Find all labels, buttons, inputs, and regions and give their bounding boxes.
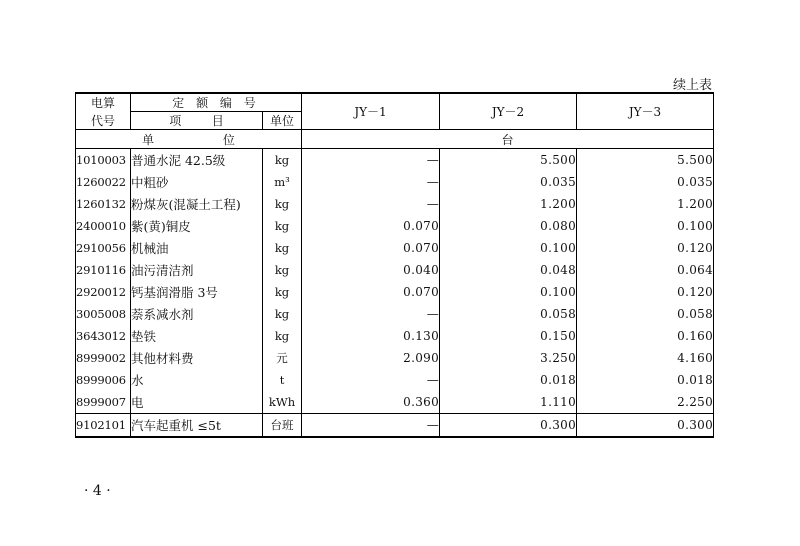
table-row <box>76 237 714 259</box>
item-unit: m³ <box>263 171 302 193</box>
item-unit: kg <box>263 303 302 325</box>
item-code: 2400010 <box>76 215 131 237</box>
value-jy3: 0.100 <box>577 215 714 237</box>
value-jy3: 0.300 <box>577 414 714 438</box>
item-code: 2910116 <box>76 259 131 281</box>
column-header-jy2: JY－2 <box>440 93 577 130</box>
item-code: 3643012 <box>76 325 131 347</box>
item-code: 8999007 <box>76 391 131 414</box>
item-header: 项 目 <box>131 112 263 130</box>
table-row <box>76 303 714 325</box>
value-jy3: 5.500 <box>577 149 714 172</box>
item-code: 9102101 <box>76 414 131 438</box>
item-name: 油污清洁剂 <box>131 259 263 281</box>
continued-label: 续上表 <box>672 78 712 93</box>
page-number: · 4 · <box>84 483 111 499</box>
item-code: 1260022 <box>76 171 131 193</box>
item-code: 8999006 <box>76 369 131 391</box>
item-unit: kg <box>263 325 302 347</box>
value-jy2: 1.200 <box>440 193 577 215</box>
quota-number-header: 定 额 编 号 <box>131 93 302 112</box>
item-name: 萘系减水剂 <box>131 303 263 325</box>
item-name: 汽车起重机 ≤5t <box>131 414 263 438</box>
table-row <box>76 347 714 369</box>
value-jy1: 0.130 <box>302 325 440 347</box>
value-jy2: 5.500 <box>440 149 577 172</box>
value-jy2: 0.100 <box>440 281 577 303</box>
item-name: 其他材料费 <box>131 347 263 369</box>
value-jy3: 0.064 <box>577 259 714 281</box>
value-jy3: 0.058 <box>577 303 714 325</box>
code-header-line2: 代号 <box>76 112 131 130</box>
item-code: 2920012 <box>76 281 131 303</box>
item-unit: kWh <box>263 391 302 414</box>
code-header-line1: 电算 <box>76 93 131 112</box>
item-code: 1010003 <box>76 149 131 172</box>
item-unit: kg <box>263 193 302 215</box>
table-row <box>76 281 714 303</box>
table-row <box>76 193 714 215</box>
column-header-jy1: JY－1 <box>302 93 440 130</box>
value-jy3: 4.160 <box>577 347 714 369</box>
value-jy2: 0.080 <box>440 215 577 237</box>
value-jy1: — <box>302 171 440 193</box>
table-row <box>76 259 714 281</box>
item-unit: kg <box>263 281 302 303</box>
item-unit: kg <box>263 237 302 259</box>
item-name: 垫铁 <box>131 325 263 347</box>
item-name: 中粗砂 <box>131 171 263 193</box>
quota-table <box>75 92 714 438</box>
item-name: 紫(黄)铜皮 <box>131 215 263 237</box>
unit-header: 单位 <box>263 112 302 130</box>
value-jy1: — <box>302 149 440 172</box>
value-jy1: 0.070 <box>302 215 440 237</box>
table-row <box>76 325 714 347</box>
value-jy1: — <box>302 193 440 215</box>
value-jy2: 0.035 <box>440 171 577 193</box>
item-unit: kg <box>263 149 302 172</box>
value-jy1: — <box>302 414 440 438</box>
value-jy1: 0.040 <box>302 259 440 281</box>
item-code: 8999002 <box>76 347 131 369</box>
table-row <box>76 414 714 438</box>
value-jy3: 2.250 <box>577 391 714 414</box>
value-jy1: 0.070 <box>302 281 440 303</box>
item-unit: 元 <box>263 347 302 369</box>
item-code: 1260132 <box>76 193 131 215</box>
value-jy2: 0.150 <box>440 325 577 347</box>
unit-row-value: 台 <box>302 130 714 149</box>
item-name: 机械油 <box>131 237 263 259</box>
value-jy1: 2.090 <box>302 347 440 369</box>
value-jy2: 3.250 <box>440 347 577 369</box>
item-name: 电 <box>131 391 263 414</box>
table-row <box>76 391 714 414</box>
item-code: 2910056 <box>76 237 131 259</box>
table-row <box>76 215 714 237</box>
value-jy2: 0.018 <box>440 369 577 391</box>
value-jy3: 0.160 <box>577 325 714 347</box>
item-name: 粉煤灰(混凝土工程) <box>131 193 263 215</box>
value-jy2: 0.058 <box>440 303 577 325</box>
value-jy3: 0.120 <box>577 281 714 303</box>
item-name: 钙基润滑脂 3号 <box>131 281 263 303</box>
value-jy2: 0.048 <box>440 259 577 281</box>
table-row <box>76 171 714 193</box>
item-unit: kg <box>263 215 302 237</box>
value-jy1: — <box>302 369 440 391</box>
table-row <box>76 369 714 391</box>
item-name: 普通水泥 42.5级 <box>131 149 263 172</box>
unit-row-label: 单 位 <box>76 130 302 149</box>
value-jy1: 0.070 <box>302 237 440 259</box>
value-jy1: — <box>302 303 440 325</box>
item-unit: 台班 <box>263 414 302 438</box>
item-unit: kg <box>263 259 302 281</box>
value-jy3: 0.120 <box>577 237 714 259</box>
item-unit: t <box>263 369 302 391</box>
value-jy2: 0.100 <box>440 237 577 259</box>
column-header-jy3: JY－3 <box>577 93 714 130</box>
value-jy3: 0.018 <box>577 369 714 391</box>
value-jy3: 0.035 <box>577 171 714 193</box>
item-code: 3005008 <box>76 303 131 325</box>
value-jy2: 0.300 <box>440 414 577 438</box>
value-jy2: 1.110 <box>440 391 577 414</box>
value-jy3: 1.200 <box>577 193 714 215</box>
item-name: 水 <box>131 369 263 391</box>
value-jy1: 0.360 <box>302 391 440 414</box>
table-row <box>76 149 714 172</box>
